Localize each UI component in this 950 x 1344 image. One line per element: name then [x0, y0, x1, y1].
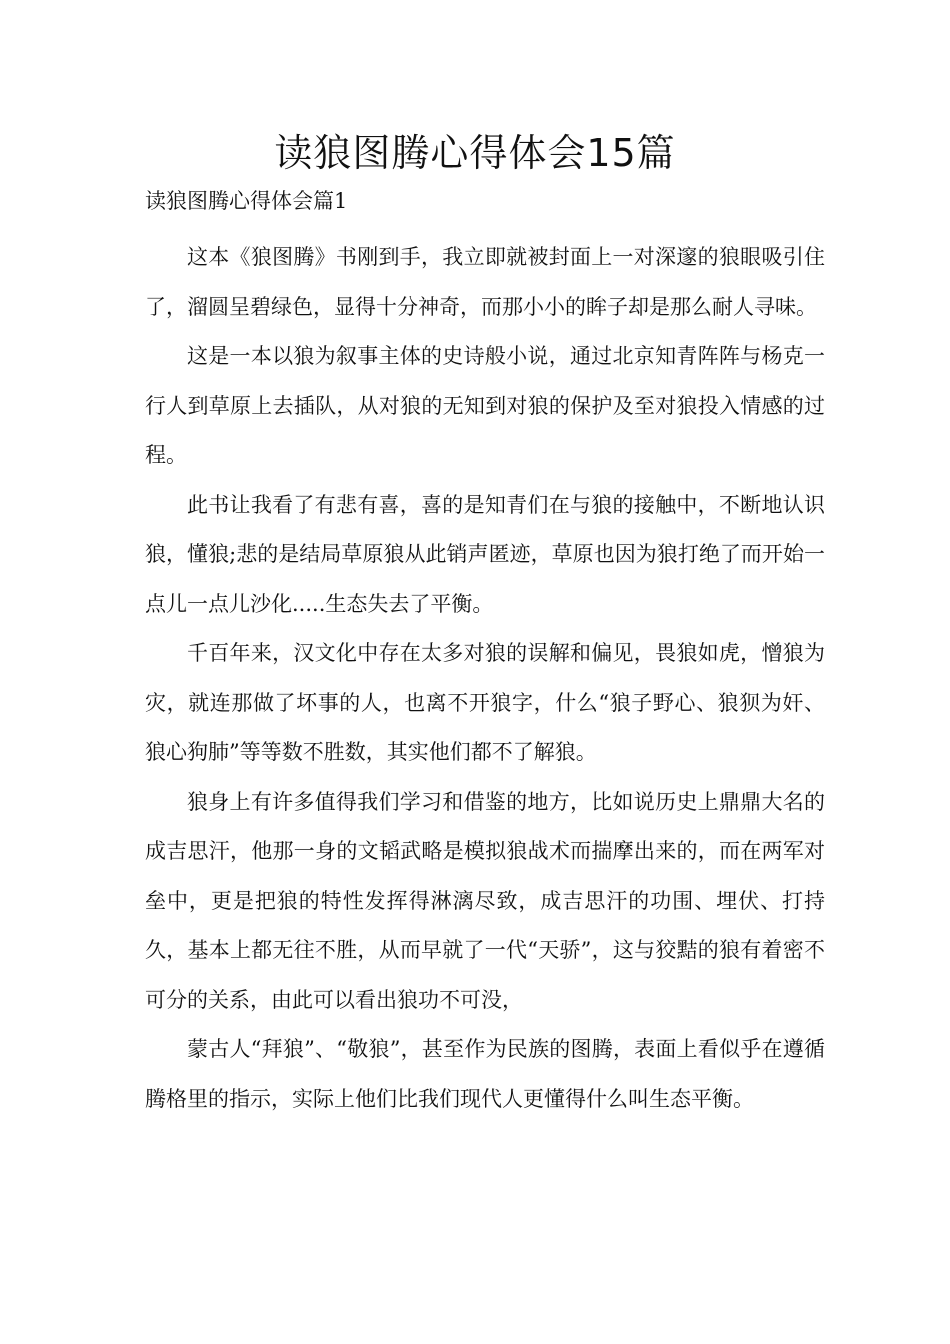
document-title: 读狼图腾心得体会15篇 — [274, 131, 676, 175]
paragraph-6: 蒙古人“拜狼”、“敬狼”，甚至作为民族的图腾，表面上看似乎在遵循腾格里的指示，实际上他们比我们现代人更懂得什么叫生态平衡。 — [145, 1037, 825, 1111]
paragraph-2: 这是一本以狼为叙事主体的史诗般小说，通过北京知青阵阵与杨克一行人到草原上去插队，从对狼的无知到对狼的保护及至对狼投入情感的过程。 — [145, 344, 825, 467]
paragraph-4: 千百年来，汉文化中存在太多对狼的误解和偏见，畏狼如虎，憎狼为灾，就连那做了坏事的人，也离不开狼字，什么“狼子野心、狼狈为奸、狼心狗肺”等等数不胜数，其实他们都不了解狼。 — [145, 641, 825, 764]
document-body — [145, 233, 825, 1124]
paragraph-5: 狼身上有许多值得我们学习和借鉴的地方，比如说历史上鼎鼎大名的成吉思汗，他那一身的文韬武略是模拟狼战术而揣摩出来的，而在两军对垒中，更是把狼的特性发挥得淋漓尽致，成吉思汗的功围、埋伏、打持久，基本上都无往不胜，从而早就了一代“天骄”，这与狡黠的狼有着密不可分的关系，由此可以看出狼功不可没， — [145, 789, 825, 1012]
section-heading: 读狼图腾心得体会篇1 — [145, 189, 348, 213]
paragraph-1: 这本《狼图腾》书刚到手，我立即就被封面上一对深邃的狼眼吸引住了，溜圆呈碧绿色，显得十分神奇，而那小小的眸子却是那么耐人寻味。 — [145, 245, 825, 319]
paragraph-3: 此书让我看了有悲有喜，喜的是知青们在与狼的接触中，不断地认识狼，懂狼;悲的是结局草原狼从此销声匿迹，草原也因为狼打绝了而开始一点儿一点儿沙化.....生态失去了平衡。 — [145, 492, 825, 616]
